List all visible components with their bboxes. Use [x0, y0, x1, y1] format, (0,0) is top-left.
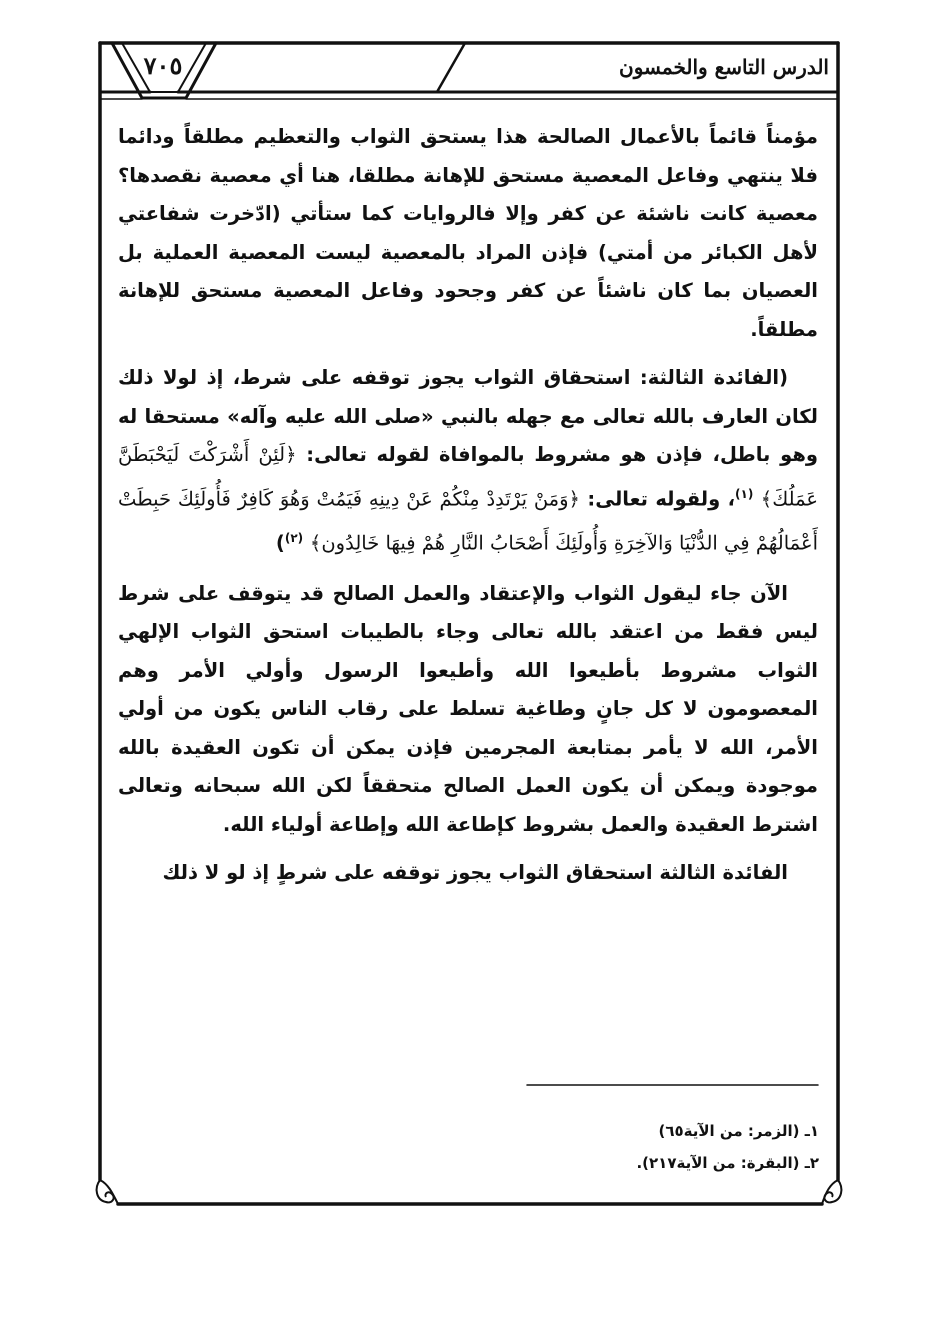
paragraph-2 — [118, 359, 818, 563]
footnote-1: ١ـ (الزمر: من الآية٦٥) — [658, 1122, 819, 1140]
main-text — [118, 118, 818, 893]
paragraph-1: مؤمناً قائماً بالأعمال الصالحة هذا يستحق الثواب والتعظيم مطلقاً ودائما فلا ينتهي وفاعل المعصية مستحق للإهانة مطلقا، هنا أي معصية نقصدها؟ معصية كانت ناشئة عن كفر وإلا فالروايات كما ستأتي (ادّخرت شفاعتي لأهل الكبائر من أمتي) فإذن المراد بالمعصية ليست المعصية العملية بل العصيان بما كان ناشئاً عن كفر وجحود وفاعل المعصية مستحق للإهانة مطلقاً. — [118, 125, 818, 341]
paragraph-2-text-a: (الفائدة الثالثة: استحقاق الثواب يجوز توقفه على شرط، إذ لولا ذلك لكان العارف بالله تعالى مع جهله بالنبي «صلى الله عليه وآله» مستحقا له وهو باطل، فإذن هو مشروط بالموافاة لقوله تعالى: — [118, 366, 818, 466]
footnotes — [636, 1115, 819, 1179]
paragraph-2-text-b: ، ولقوله تعالى: — [579, 487, 736, 510]
footnote-2: ٢ـ (البقرة: من الآية٢١٧). — [636, 1154, 819, 1172]
page-number: ٧٠٥ — [143, 51, 183, 80]
corner-ornament-icon — [97, 1180, 842, 1204]
paragraph-2-close: ) — [275, 531, 285, 554]
footnote-marker-2[interactable]: (٢) — [284, 530, 304, 545]
paragraph-3: الآن جاء ليقول الثواب والإعتقاد والعمل الصالح قد يتوقف على شرط ليس فقط من اعتقد بالله تعالى وجاء بالطيبات استحق الثواب الإلهي الثواب مشروط بأطيعوا الله وأطيعوا الرسول وأولي الأمر وهم المعصومون لا كل جانٍ وطاغية تسلط على رقاب الناس يكون من أولي الأمر، الله لا يأمر بمتابعة المجرمين فإذن يمكن أن تكون العقيدة بالله موجودة ويمكن أن يكون العمل الصالح متحققاً لكن الله سبحانه وتعالى اشترط العقيدة والعمل بشروط كإطاعة الله وإطاعة أولياء الله. — [118, 581, 818, 836]
footnote-marker-1[interactable]: (١) — [735, 486, 754, 501]
running-head: الدرس التاسع والخمسون — [619, 55, 829, 79]
quran-verse-2: ﴿وَمَنْ يَرْتَدِدْ مِنْكُمْ عَنْ دِينِهِ فَيَمُتْ وَهُوَ كَافِرٌ فَأُولَئِكَ حَبِطَتْ أَعْمَالُهُمْ فِي الدُّنْيَا وَالآخِرَةِ وَأُولَئِكَ أَصْحَابُ النَّارِ هُمْ فِيهَا خَالِدُون﴾ — [118, 487, 818, 554]
paragraph-4: الفائدة الثالثة استحقاق الثواب يجوز توقفه على شرطٍ إذ لو لا ذلك — [162, 861, 788, 884]
quran-verse-1: ﴿لَئِنْ أَشْرَكْتَ لَيَحْبَطَنَّ عَمَلُكَ﴾ — [118, 443, 819, 510]
